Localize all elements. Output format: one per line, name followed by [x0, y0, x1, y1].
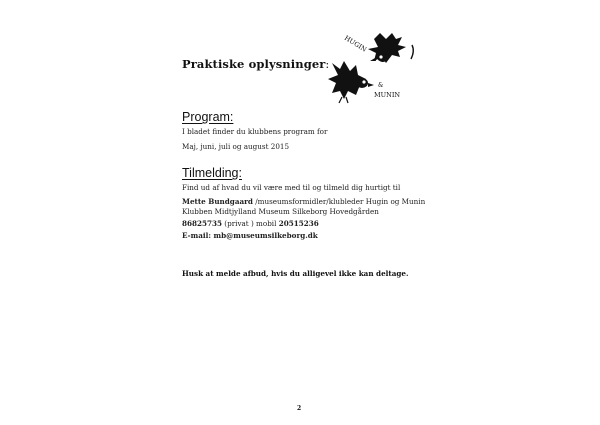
svg-text:&: &: [378, 82, 384, 89]
page-number: 2: [297, 405, 302, 412]
ravens-icon: [326, 25, 418, 107]
program-line-1: I bladet finder du klubbens program for: [182, 127, 328, 136]
svg-text:MUNIN: MUNIN: [374, 91, 401, 99]
svg-text:HUGIN: HUGIN: [342, 33, 369, 54]
tilmelding-heading: Tilmelding:: [182, 166, 242, 180]
cancellation-notice: Husk at melde afbud, hvis du alligevel ikke kan deltage.: [182, 269, 409, 278]
phone-private: 86825735: [182, 219, 223, 228]
address-line: Klubben Midtjylland Museum Silkeborg Hovedgården: [182, 207, 379, 216]
program-heading: Program:: [182, 110, 234, 124]
tilmelding-intro: Find ud af hvad du vil være med til og tilmeld dig hurtigt til: [182, 183, 401, 192]
email-line: E-mail: mb@museumsilkeborg.dk: [182, 231, 318, 240]
page-title-text: Praktiske oplysninger: [182, 57, 326, 71]
contact-role: /museumsformidler/klubleder Hugin og Munin: [252, 197, 426, 206]
phone-line: [182, 219, 319, 228]
hugin-munin-logo: [326, 25, 418, 107]
page-title: [182, 57, 329, 71]
phone-mobile: 20515236: [278, 219, 319, 228]
contact-line: [182, 197, 425, 206]
phone-mid: (privat ) mobil: [222, 219, 279, 228]
program-line-2: Maj, juni, juli og august 2015: [182, 142, 290, 151]
page-title-suffix: :: [325, 57, 330, 71]
contact-name: Mette Bundgaard: [182, 197, 253, 206]
